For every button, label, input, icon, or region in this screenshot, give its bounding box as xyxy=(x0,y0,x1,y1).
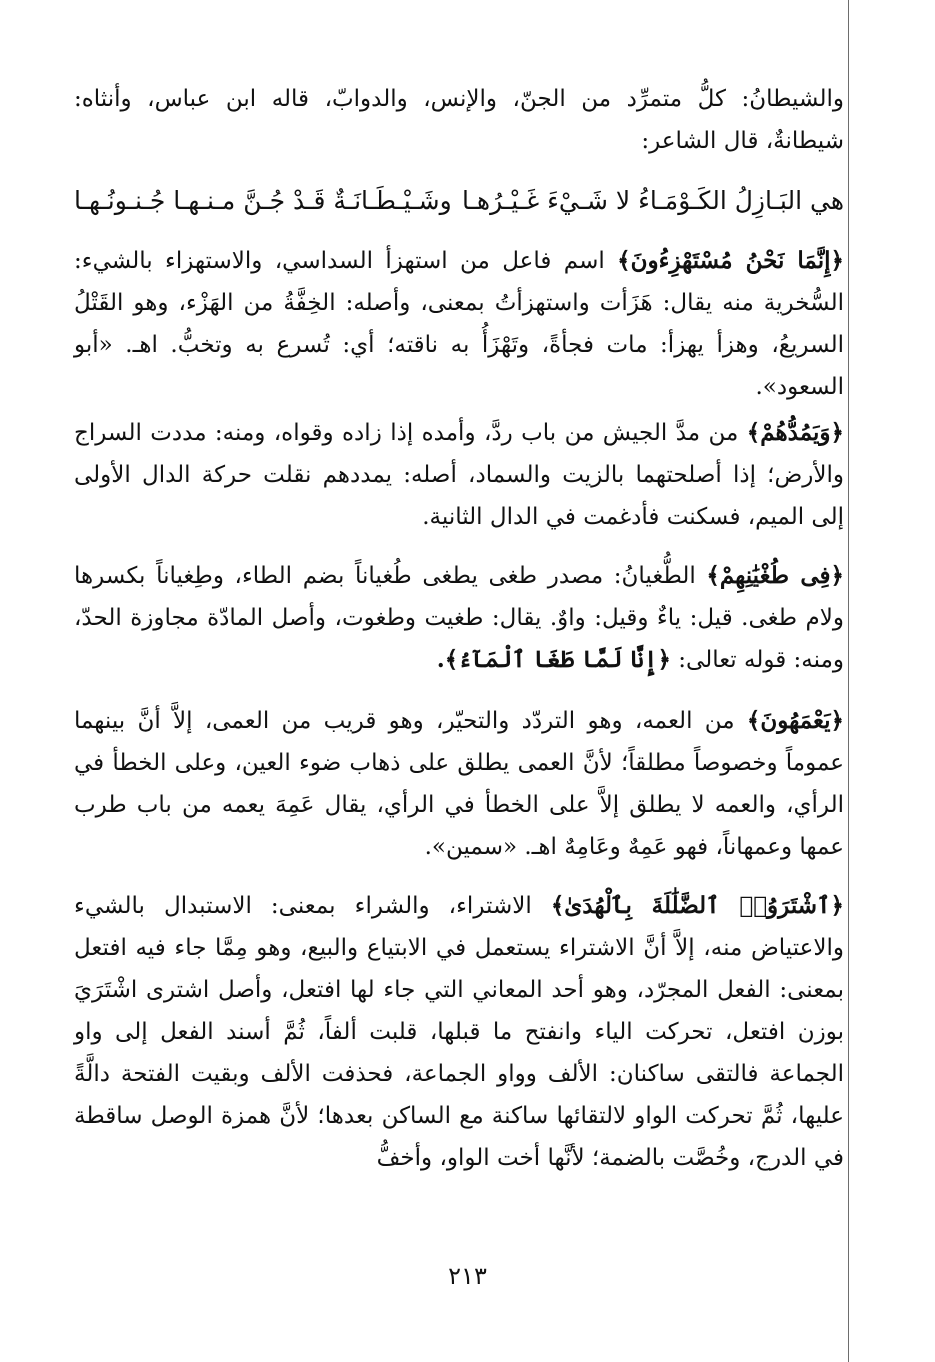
poetry-verse xyxy=(74,180,844,222)
verse-first-hemistich: هي البَـازِلُ الكَـوْمَـاءُ لا شَـيْءَ غَـيْـرُهـا xyxy=(461,186,844,215)
paragraph-ishtaraw xyxy=(74,885,844,1179)
paragraph-yamahun xyxy=(74,700,844,868)
quran-quote: ﴿إِنَّمَا نَحْنُ مُسْتَهْزِءُونَ﴾ xyxy=(617,247,845,274)
paragraph-shaitan xyxy=(74,78,844,162)
quran-quote: ﴿ٱشْتَرَوُا۟ ٱلضَّلَٰلَةَ بِٱلْهُدَىٰ﴾ xyxy=(550,892,844,919)
verse-second-hemistich: وشَـيْـطَـانَـةٌ قَـدْ جُـنَّ مـنـهـا جُـنـونُـهـا xyxy=(74,186,452,215)
paragraph-tughyan xyxy=(74,555,844,681)
paragraph-text: والشيطانُ: كلُّ متمرِّد من الجنّ، والإنس، والدوابّ، قاله ابن عباس، وأنثاه: شيطانةٌ، قال الشاعر: xyxy=(74,86,844,154)
quran-quote: ﴿يَعْمَهُونَ﴾ xyxy=(746,707,844,734)
quran-quote: ﴿فِى طُغْيَٰنِهِمْ﴾ xyxy=(706,562,844,589)
quran-quote-inline: ﴿إِنَّا لَمَّا طَغَا ٱلْمَآءُ﴾. xyxy=(436,646,671,673)
paragraph-text: من العمه، وهو التردّد والتحيّر، وهو قريب من العمى، إلاَّ أنَّ بينهما عموماً وخصوصاً مطلقاً؛ لأنَّ العمى يطلق على ذهاب ضوء العين، وعلى الخطأ في الرأي، والعمه لا يطلق إلاَّ على الخطأ في الرأي، يقال عَمِهَ يعمه من باب طرب عمها وعمهاناً، فهو عَمِهٌ وعَامِهٌ اهـ. «سمين». xyxy=(74,708,844,860)
paragraph-text: اسم فاعل من استهزأ السداسي، والاستهزاء بالشيء: السُّخرية منه يقال: هَزَأت واستهزأتُ بمعنى، وأصله: الخِفَّةُ من الهَزْء، وهو القَتْلُ السريعُ، وهزأ يهزأ: مات فجأةً، وتَهْزَأُ به ناقته؛ أي: تُسرع به وتخبُّ. اهـ. «أبو السعود». xyxy=(74,248,844,400)
quran-quote: ﴿وَيَمُدُّهُمْ﴾ xyxy=(746,419,844,446)
paragraph-text: من مدَّ الجيش من باب ردَّ، وأمده إذا زاده وقواه، ومنه: مددت السراج والأرض؛ إذا أصلحتهما بالزيت والسماد، أصله: يمددهم نقلت حركة الدال الأولى إلى الميم، فسكنت فأدغمت في الدال الثانية. xyxy=(74,420,844,530)
paragraph-text: الطُّغيانُ: مصدر طغى يطغى طُغياناً بضم الطاء، وطِغياناً بكسرها ولام طغى. قيل: ياءٌ وقيل: واوٌ. يقال: طغيت وطغوت، وأصل المادّة مجاوزة الحدّ، ومنه: قوله تعالى: xyxy=(74,563,844,673)
paragraph-yamudduhum xyxy=(74,412,844,538)
page-edge-line xyxy=(848,0,849,1362)
page-number: ٢١٣ xyxy=(448,1262,487,1290)
paragraph-text: الاشتراء، والشراء بمعنى: الاستبدال بالشيء والاعتياض منه، إلاَّ أنَّ الاشتراء يستعمل في الابتياع والبيع، وهو مِمَّا جاء فيه افتعل بمعنى: الفعل المجرّد، وهو أحد المعاني التي جاء لها افتعل، وأصل اشترى اشْتَرَيَ بوزن افتعل، تحركت الياء وانفتح ما قبلها، قلبت ألفاً، ثُمَّ أسند الفعل إلى واو الجماعة فالتقى ساكنان: الألف وواو الجماعة، فحذفت الألف وبقيت الفتحة دالَّةً عليها، ثُمَّ تحركت الواو لالتقائها ساكنة مع الساكن بعدها؛ لأنَّ همزة الوصل ساقطة في الدرج، وخُصَّت بالضمة؛ لأنَّها أخت الواو، وأخفُّ xyxy=(74,893,844,1171)
paragraph-istihza xyxy=(74,240,844,408)
